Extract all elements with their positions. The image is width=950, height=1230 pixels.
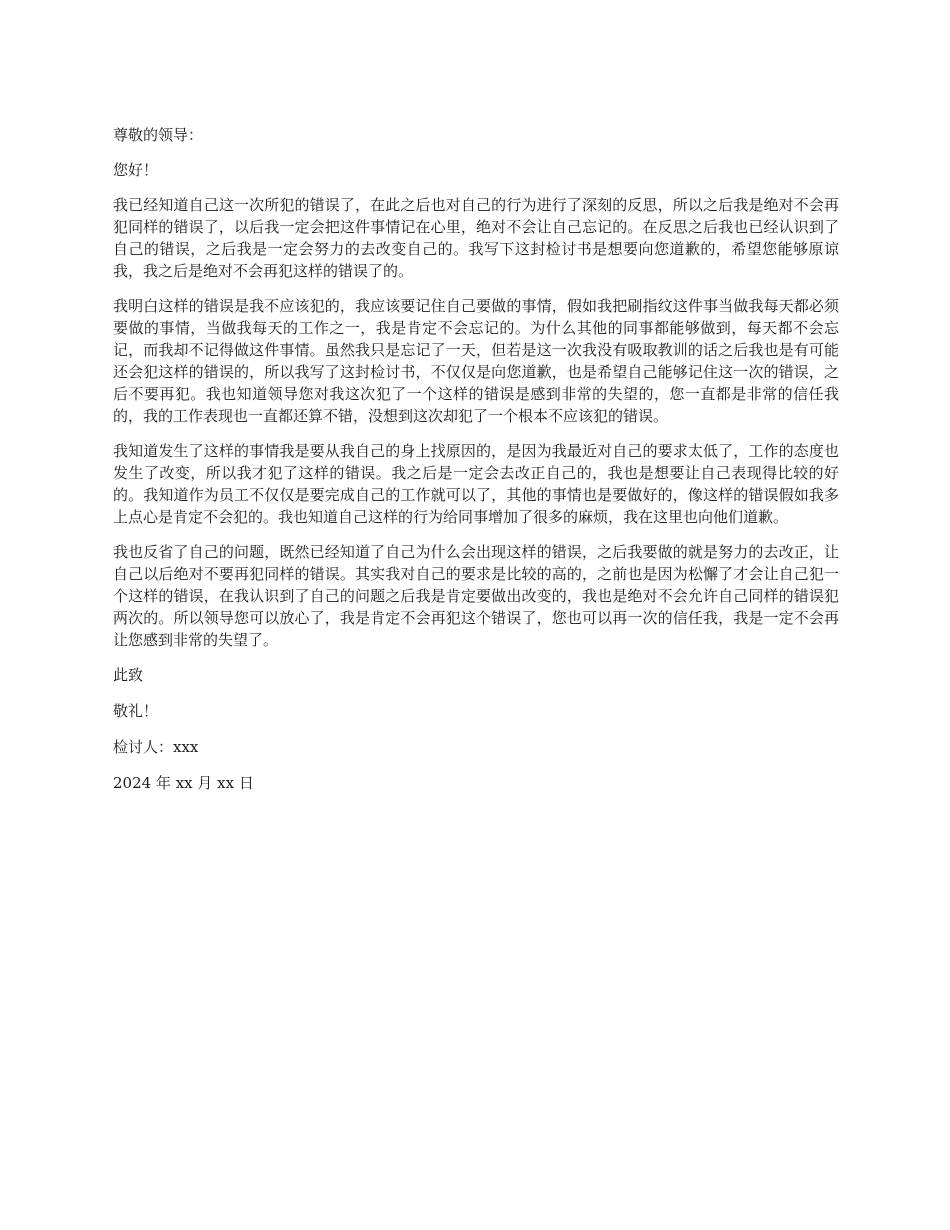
date: 2024 年 xx 月 xx 日: [113, 774, 254, 792]
letter-document: [113, 124, 839, 808]
body-paragraph-1: 我已经知道自己这一次所犯的错误了，在此之后也对自己的行为进行了深刻的反思，所以之后我是绝对不会再犯同样的错误了，以后我一定会把这件事情记在心里，绝对不会让自己忘记的。在反思之后我也已经认识到了自己的错误，之后我是一定会努力的去改变自己的。我写下这封检讨书是想要向您道歉的，希望您能够原谅我，我之后是绝对不会再犯这样的错误了的。: [113, 196, 839, 280]
body-paragraph-4: 我也反省了自己的问题，既然已经知道了自己为什么会出现这样的错误，之后我要做的就是努力的去改正，让自己以后绝对不要再犯同样的错误。其实我对自己的要求是比较的高的，之前也是因为松懈了才会让自己犯一个这样的错误，在我认识到了自己的问题之后我是肯定要做出改变的，我也是绝对不会允许自己同样的错误犯两次的。所以领导您可以放心了，我是肯定不会再犯这个错误了，您也可以再一次的信任我，我是一定不会再让您感到非常的失望了。: [113, 543, 839, 649]
salutation: 尊敬的领导：: [113, 126, 204, 144]
closing-line-1: 此致: [113, 666, 144, 684]
signature: 检讨人：xxx: [113, 738, 199, 756]
body-paragraph-3: 我知道发生了这样的事情我是要从我自己的身上找原因的，是因为我最近对自己的要求太低了，工作的态度也发生了改变，所以我才犯了这样的错误。我之后是一定会去改正自己的，我也是想要让自己表现得比较的好的。我知道作为员工不仅仅是要完成自己的工作就可以了，其他的事情也是要做好的，像这样的错误假如我多上点心是肯定不会犯的。我也知道自己这样的行为给同事增加了很多的麻烦，我在这里也向他们道歉。: [113, 442, 839, 526]
greeting: 您好！: [113, 161, 159, 179]
body-paragraph-2: 我明白这样的错误是我不应该犯的，我应该要记住自己要做的事情，假如我把刷指纹这件事当做我每天都必须要做的事情，当做我每天的工作之一，我是肯定不会忘记的。为什么其他的同事都能够做到，每天都不会忘记，而我却不记得做这件事情。虽然我只是忘记了一天，但若是这一次我没有吸取教训的话之后我也是有可能还会犯这样的错误的，所以我写了这封检讨书，不仅仅是向您道歉，也是希望自己能够记住这一次的错误，之后不要再犯。我也知道领导您对我这次犯了一个这样的错误是感到非常的失望的，您一直都是非常的信任我的，我的工作表现也一直都还算不错，没想到这次却犯了一个根本不应该犯的错误。: [113, 297, 839, 425]
closing-line-2: 敬礼！: [113, 702, 159, 720]
